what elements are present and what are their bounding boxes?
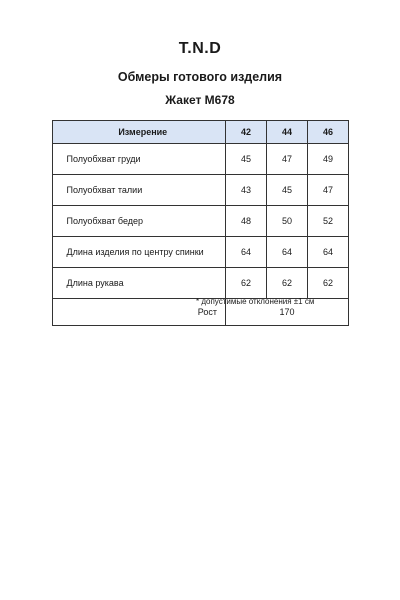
document-title: Обмеры готового изделия [117, 70, 283, 84]
row-gutter-cell [53, 237, 61, 268]
header-size-46: 46 [308, 121, 349, 144]
header-size-42: 42 [226, 121, 267, 144]
product-name: Жакет М678 [165, 93, 235, 107]
row-gutter-cell [53, 206, 61, 237]
row-value: 49 [308, 144, 349, 175]
row-gutter-cell [53, 299, 61, 326]
table-row [53, 237, 349, 268]
row-gutter-cell [53, 268, 61, 299]
header-size-44: 44 [267, 121, 308, 144]
table-row [53, 175, 349, 206]
row-value: 64 [226, 237, 267, 268]
row-value: 62 [226, 268, 267, 299]
table-row [53, 144, 349, 175]
height-label: Рост [61, 299, 226, 326]
measurements-table [52, 120, 349, 326]
row-label: Длина изделия по центру спинки [61, 237, 226, 268]
table-row [53, 206, 349, 237]
row-label: Полуобхват талии [61, 175, 226, 206]
height-value: 170 [226, 299, 349, 326]
row-gutter-cell [53, 175, 61, 206]
row-value: 45 [226, 144, 267, 175]
row-value: 64 [267, 237, 308, 268]
header-gutter-cell [53, 121, 61, 144]
row-gutter-cell [53, 144, 61, 175]
table-row [53, 268, 349, 299]
row-value: 43 [226, 175, 267, 206]
row-value: 50 [267, 206, 308, 237]
tolerance-footnote: * допустимые отклонения ±1 см [196, 297, 315, 306]
row-label: Полуобхват груди [61, 144, 226, 175]
row-value: 62 [308, 268, 349, 299]
row-value: 47 [308, 175, 349, 206]
row-value: 52 [308, 206, 349, 237]
header-measurement-label: Измерение [61, 121, 226, 144]
row-label: Полуобхват бедер [61, 206, 226, 237]
row-label: Длина рукава [61, 268, 226, 299]
brand-logo-text: T.N.D [178, 40, 222, 57]
row-value: 45 [267, 175, 308, 206]
row-value: 64 [308, 237, 349, 268]
row-value: 62 [267, 268, 308, 299]
row-value: 47 [267, 144, 308, 175]
table-header-row [53, 121, 349, 144]
row-value: 48 [226, 206, 267, 237]
